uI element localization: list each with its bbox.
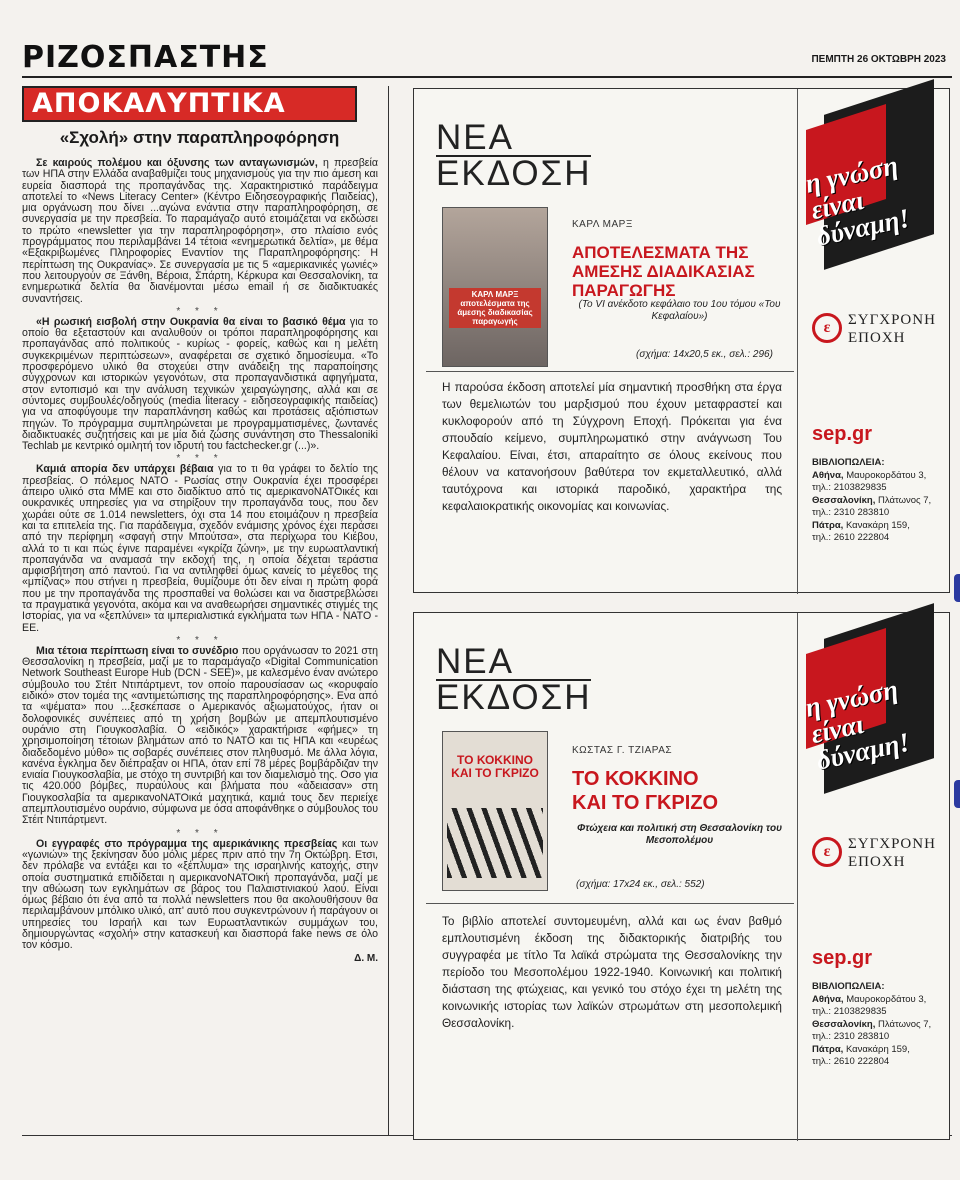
separator-stars: * * * xyxy=(176,634,224,646)
paragraph-lead: «Η ρωσική εισβολή στην Ουκρανία θα είναι το βασικό θέμα xyxy=(36,315,346,328)
slogan-poster xyxy=(802,97,942,267)
shop-phone: τηλ.: 2103829835 xyxy=(812,1006,887,1017)
book-subtitle: Φτώχεια και πολιτική στη Θεσσαλονίκη του Μεσοπολέμου xyxy=(576,823,783,846)
publisher-name: ΣΥΓΧΡΟΝΗ ΕΠΟΧΗ xyxy=(848,312,936,346)
shop-address: Κανακάρη 159, xyxy=(845,1043,910,1055)
new-label: ΝΕΑ xyxy=(436,642,514,681)
publisher-website-link[interactable]: sep.gr xyxy=(812,947,873,969)
new-label: ΝΕΑ xyxy=(436,118,514,157)
ad-vertical-divider xyxy=(797,613,798,1141)
shop-city: Πάτρα, xyxy=(812,519,844,531)
new-edition-label xyxy=(436,118,592,193)
bookshop-thessaloniki xyxy=(812,1019,942,1044)
book-description: Η παρούσα έκδοση αποτελεί μία σημαντική προσθήκη στα έργα των θεμελιωτών του μαρξισμού που έχουν μεταφραστεί και κυκλοφορούν από τη Σύγχρονη Εποχή. Πρόκειται για ένα σπουδαίο κείμενο, συμπληρωματικό στην ανάγνωση Του Κεφαλαίου. Είναι, έτσι, απαραίτητο σε όλους εκείνους που θέλουν να κατανοήσουν βαθύτερα τον εκμεταλλευτικό, αλλά ταυτόχρονα και ιστορικά παροδικό, χαρακτήρα της κεφαλαιοκρατικής οικονομίας και κοινωνίας. xyxy=(442,380,782,513)
newspaper-logo: ΡΙΖΟΣΠΑΣΤΗΣ xyxy=(22,40,269,75)
shop-city: Πάτρα, xyxy=(812,1043,844,1055)
bookshops-list xyxy=(812,457,942,545)
paragraph xyxy=(22,839,378,952)
book-cover xyxy=(442,731,548,891)
bookshop-patra xyxy=(812,520,942,545)
edition-label: ΕΚΔΟΣΗ xyxy=(436,154,592,193)
masthead xyxy=(22,38,952,78)
bookshops-title: ΒΙΒΛΙΟΠΩΛΕΙΑ: xyxy=(812,457,885,468)
book-title: ΤΟ ΚΟΚΚΙΝΟ ΚΑΙ ΤΟ ΓΚΡΙΖΟ xyxy=(572,768,719,814)
paragraph xyxy=(22,646,378,827)
cover-text: ΚΑΡΛ ΜΑΡΞ αποτελέσματα της άμεσης διαδικασίας παραγωγής xyxy=(457,290,533,326)
book-ad-tziaras xyxy=(413,612,950,1140)
article-headline: «Σχολή» στην παραπληροφόρηση xyxy=(59,128,340,147)
paragraph-lead: Μια τέτοια περίπτωση είναι το συνέδριο xyxy=(36,644,239,657)
paragraph-text: για το οποίο θα εξεταστούν και αναλυθούν οι τρόποι παραπληροφόρησης και προπαγάνδας από πολιτικούς - κυρίως - φορείς, καθώς και η μελέτη συγκεκριμένων περιπτώσεων», αναφέρεται σε σχετικό δημοσίευμα. «Το προσφερόμενο υλικό θα στοχεύει στην ανάδειξη της παραποίησης σύγχρονων και ιστορικών γεγονότων, στα προπαγανδιστικά αφηγήματα, στον εντοπισμό και την ανάλυση τεχνικών χειραγώγησης, αλλά και σε σύντομες συμβουλές/οδηγούς (media literacy - ειδησεογραφικής παιδείας) για να αποφύγουμε την παραπλάνηση καθώς και προτάσεις αξιόπιστων πηγών. Το πρόγραμμα συμπληρώνεται με προγραμματισμένες, ζωντανές διαδικτυακές συζητήσεις και με μία διά ζώσης συνάντηση στο Thessaloniki Techlab με κεντρικό ομιλητή τον ιδρυτή του factchecker.gr (...)». xyxy=(22,315,378,453)
cover-illustration xyxy=(447,808,543,878)
shop-phone: τηλ.: 2310 283810 xyxy=(812,507,890,518)
book-description: Το βιβλίο αποτελεί συντομευμένη, αλλά και ως έναν βαθμό εμπλουτισμένη έκδοση της διδακτορικής διατριβής του συγγραφέα με τίτλο Τα λαϊκά στρώματα της Θεσσαλονίκης την περίοδο του Μεσοπολέμου 1922-1940. Κοινωνική και πολιτική διάσταση της φτώχειας, και γενικό του στόχο έχει τη μελέτη της κοινωνικής ιστορίας των λαϊκών στρωμάτων στη μεσοπολεμική Θεσσαλονίκη. xyxy=(442,914,782,1030)
book-author: ΚΑΡΛ ΜΑΡΞ xyxy=(572,219,633,230)
shop-address: Μαυροκορδάτου 3, xyxy=(846,469,927,481)
column-rule xyxy=(388,86,389,1136)
cover-title-band xyxy=(449,288,541,328)
separator-stars: * * * xyxy=(176,305,224,317)
cover-text: ΤΟ ΚΟΚΚΙΝΟ ΚΑΙ ΤΟ ΓΚΡΙΖΟ xyxy=(451,753,539,780)
book-specs: (σχήμα: 14x20,5 εκ., σελ.: 296) xyxy=(636,349,773,360)
shop-address: Μαυροκορδάτου 3, xyxy=(846,993,927,1005)
bookshop-patra xyxy=(812,1044,942,1069)
book-cover xyxy=(442,207,548,367)
shop-phone: τηλ.: 2103829835 xyxy=(812,482,887,493)
shop-phone: τηλ.: 2610 222804 xyxy=(812,532,890,543)
book-subtitle: (Το VI ανέκδοτο κεφάλαιο του 1ου τόμου «Του Κεφαλαίου») xyxy=(578,299,781,322)
shop-address: Κανακάρη 159, xyxy=(845,519,910,531)
paragraph-text: και των «γωνιών» της ξεκίνησαν δύο μόλις μέρες πριν από την 7η Οκτώβρη. Ετσι, δεν πρόλαβε να εντάξει και το «ξέπλυμα» της ισραηλινής κατοχής, στην οποία συστηματικά επιδίδεται η αμερικανοΝΑΤΟική προπαγάνδα, μαζί με την αθώωση των εγκλημάτων σε βάρος του Παλαιστινιακού λαού. Είναι όμως βέβαιο ότι ένα από τα πολλά newsletters που θα ακολουθήσουν θα περιλαμβάνουν μπόλικο υλικό, απ' αυτό που συγκεντρώνουν ή παράγουν οι υπηρεσίες του Ισραήλ και των Ευρωατλαντικών συμμάχων του, δημιουργώντας «σχολή» στην κατασκευή και διασπορά fake news σε όλο τον κόσμο. xyxy=(22,837,378,952)
ad-vertical-divider xyxy=(797,89,798,594)
book-title: ΑΠΟΤΕΛΕΣΜΑΤΑ ΤΗΣ ΑΜΕΣΗΣ ΔΙΑΔΙΚΑΣΙΑΣ ΠΑΡΑΓΩΓΗΣ xyxy=(572,243,755,300)
page-edge-tab xyxy=(954,780,960,808)
paragraph-lead: Σε καιρούς πολέμου και όξυνσης των ανταγωνισμών, xyxy=(36,157,318,169)
publisher-website-link[interactable]: sep.gr xyxy=(812,423,873,445)
paragraph-lead: Οι εγγραφές στο πρόγραμμα της αμερικάνικης πρεσβείας xyxy=(36,837,338,850)
paragraph-text: η πρεσβεία των ΗΠΑ στην Ελλάδα αναβαθμίζει τους μηχανισμούς για την πιο άμεση και ευρεία διασπορά της προπαγάνδας της. Χαρακτηριστικό παράδειγμα αποτελεί το «News Literacy Center» (Κέντρο Ειδησεογραφικής Παιδείας), μια οργάνωση που δίνει ...αγώνα ενάντια στην παραπληροφόρηση, σε συνεργασία με την πρεσβεία. Το παραμάγαζο αυτό ετοιμάζεται να εκδώσει το πρώτο «newsletter για την παραπληροφόρηση», στο πλαίσιο ενός προγράμματος που περιλαμβάνει 14 τέτοια «ενημερωτικά δελτία», με θέμα «Εξακριβωμένες Πληροφορίες Εναντίον της Παραπληροφόρησης: Η περίπτωση της Ουκρανίας». Σε συνεργασία με τις 5 «αμερικανικές γωνιές» που λειτουργούν σε Ξάνθη, Βέροια, Σπάρτη, Κέρκυρα και Θεσσαλονίκη, τα ενημερωτικά δελτία θα διανέμονται μέσω email ή σε διαδικτυακές συναντήσεις. xyxy=(22,157,378,305)
poster-slogan: η γνώση είναι δύναμη! xyxy=(802,149,913,252)
divider xyxy=(426,371,794,372)
poster-slogan: η γνώση είναι δύναμη! xyxy=(802,673,913,776)
separator-stars: * * * xyxy=(176,827,224,839)
publisher-logo-icon: ε xyxy=(812,837,842,867)
shop-address: Πλάτωνος 7, xyxy=(878,494,932,506)
book-ad-marx xyxy=(413,88,950,593)
page-edge-tab xyxy=(954,574,960,602)
shop-phone: τηλ.: 2310 283810 xyxy=(812,1031,890,1042)
bookshops-title: ΒΙΒΛΙΟΠΩΛΕΙΑ: xyxy=(812,981,885,992)
paragraph xyxy=(22,317,378,453)
author-signature: Δ. Μ. xyxy=(354,952,378,964)
shop-city: Θεσσαλονίκη, xyxy=(812,1018,876,1030)
shop-address: Πλάτωνος 7, xyxy=(878,1018,932,1030)
paragraph-text: για το τι θα γράφει το δελτίο της πρεσβείας. Ο πόλεμος ΝΑΤΟ - Ρωσίας στην Ουκρανία έχει προσφέρει άπειρο υλικό στα ΜΜΕ και στο διαδίκτυο από τις αμερικανοΝΑΤΟικές και ουκρανικές υπηρεσίες για να στηρίξουν την προπαγάνδα τους, που δεν χωράει ούτε σε 1.014 newsletters, όχι στα 14 που ετοιμάζουν η πρεσβεία και τα επιτελεία της. Για παράδειγμα, σχεδόν ενάμισης χρόνος έχει περάσει από την περίφημη «σφαγή στην Μπούτσα», στα περίχωρα του Κιέβου, αλλά το τι και πώς έγινε παραμένει «γκρίζα ζώνη», με την ευρωατλαντική προπαγάνδα να αναμασά την εκδοχή της, η οποία δέχεται τεράστια αμφισβήτηση από παντού. Για να αντιληφθεί όμως κανείς το μέγεθος της «μπίζνας» που στήνει η πρεσβεία, θυμίζουμε ότι δεν είναι η πρώτη φορά που με την προπαγάνδα της προσπαθεί να θολώσει και να διαστρεβλώσει τα πραγματικά γεγονότα, ακόμα και να αναθεωρήσει σημαντικές στιγμές της Ιστορίας, για να «ξεπλύνει» τα ιμπεριαλιστικά εγκλήματα των ΗΠΑ - ΝΑΤΟ - ΕΕ. xyxy=(22,463,378,634)
bookshop-athens xyxy=(812,470,942,495)
bookshop-thessaloniki xyxy=(812,495,942,520)
publisher-name: ΣΥΓΧΡΟΝΗ ΕΠΟΧΗ xyxy=(848,836,936,870)
paragraph-lead: Καμιά απορία δεν υπάρχει βέβαια xyxy=(36,463,214,476)
shop-phone: τηλ.: 2610 222804 xyxy=(812,1056,890,1067)
publisher-logo-icon: ε xyxy=(812,313,842,343)
slogan-poster xyxy=(802,621,942,791)
book-author: ΚΩΣΤΑΣ Γ. ΤΖΙΑΡΑΣ xyxy=(572,745,673,756)
new-edition-label xyxy=(436,642,592,717)
section-banner xyxy=(22,86,357,122)
book-specs: (σχήμα: 17x24 εκ., σελ.: 552) xyxy=(576,879,705,890)
shop-city: Αθήνα, xyxy=(812,469,844,481)
divider xyxy=(426,903,794,904)
shop-city: Αθήνα, xyxy=(812,993,844,1005)
separator-stars: * * * xyxy=(176,453,224,465)
shop-city: Θεσσαλονίκη, xyxy=(812,494,876,506)
bookshop-athens xyxy=(812,994,942,1019)
edition-label: ΕΚΔΟΣΗ xyxy=(436,678,592,717)
article-body xyxy=(22,158,378,1148)
bookshops-list xyxy=(812,981,942,1069)
issue-date: ΠΕΜΠΤΗ 26 ΟΚΤΩΒΡΗ 2023 xyxy=(811,54,946,65)
paragraph xyxy=(22,158,378,305)
paragraph xyxy=(22,464,378,633)
paragraph-text: που οργάνωσαν το 2021 στη Θεσσαλονίκη η πρεσβεία, μαζί με το παραμάγαζο «Digital Communication Network Southeast Europe Hub (DCN - SEE)», με καλεσμένο έναν ανώτερο σύμβουλο του Στέιτ Ντιπάρτμεντ, τον οποίο παρουσίασαν ως «κορυφαίο ειδικό» στον τομέα της «αντιμετώπισης της παραπληροφόρησης». Ενα από τα «ψέματα» που ...ξεσκέπασε ο Αμερικανός αξιωματούχος, ήταν οι δολοφονικές συνέπειες από τη χρήση βομβών με απεμπλουτισμένο ουράνιο στη Γιουγκοσλαβία. Ο «ειδικός» χαρακτήρισε «φήμες» τη χρησιμοποίηση τέτοιων βλημάτων από το ΝΑΤΟ και τις ΗΠΑ και «ευρέως διαδεδομένο μύθο» τις σοβαρές συνέπειες στον πληθυσμό. Με άλλα λόγια, κανένα έγκλημα δεν διέπραξαν οι ΗΠΑ, όταν επί 78 μέρες βομβάρδιζαν την ενιαία Γιουγκοσλαβία, με στόχο τη συντριβή και τον διαμελισμό της. Οσο για τις 420.000 βόμβες, πυραύλους και βλήματα που «άδειασαν» στη Γιουγκοσλαβία τα αμερικανοΝΑΤΟικά μαχητικά, καμιά τους δεν περιείχε απεμπλουτισμένο ουράνιο, σύμφωνα με όσα αποφάνθηκε ο σύμβουλος του Στέιτ Ντιπάρτμεντ. xyxy=(22,644,378,827)
section-title: ΑΠΟΚΑΛΥΠΤΙΚΑ xyxy=(32,88,286,119)
